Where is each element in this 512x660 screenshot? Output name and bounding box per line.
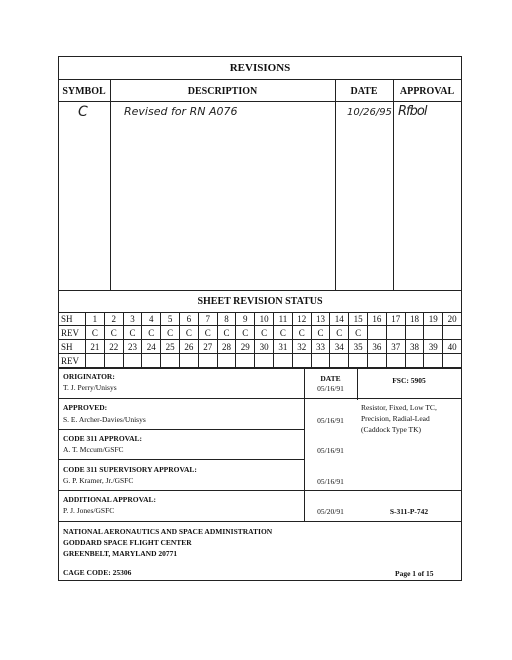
sheet-cell: C bbox=[124, 326, 143, 340]
sheet-cell: 11 bbox=[274, 312, 293, 326]
sheet-cell: 8 bbox=[218, 312, 237, 326]
sheet-cell bbox=[387, 326, 406, 340]
sheet-cell: C bbox=[105, 326, 124, 340]
sheet-cell bbox=[406, 326, 425, 340]
cage-code: CAGE CODE: 25306 bbox=[63, 568, 132, 577]
code311-supervisory-date: 05/16/91 bbox=[317, 477, 344, 486]
code311-label: CODE 311 APPROVAL: bbox=[63, 434, 143, 443]
sheet-cell bbox=[424, 326, 443, 340]
code311-name: A. T. Mccum/GSFC bbox=[63, 445, 124, 454]
sheet-cell bbox=[368, 326, 387, 340]
sheet-cell bbox=[443, 354, 462, 368]
sheet-cell: 19 bbox=[424, 312, 443, 326]
sheet-cell: 9 bbox=[236, 312, 255, 326]
sheet-cell: C bbox=[142, 326, 161, 340]
sheet-cell: C bbox=[218, 326, 237, 340]
revisions-title: REVISIONS bbox=[229, 62, 291, 74]
sheet-cell: 5 bbox=[161, 312, 180, 326]
approved-name: S. E. Archer-Davies/Unisys bbox=[63, 415, 146, 424]
additional-approval-date: 05/20/91 bbox=[317, 507, 344, 516]
sheet-cell bbox=[387, 354, 406, 368]
fsc-code: FSC: 5905 bbox=[392, 376, 426, 385]
sheet-cell: C bbox=[199, 326, 218, 340]
sheet-cell bbox=[199, 354, 218, 368]
originator-name: T. J. Perry/Unisys bbox=[63, 383, 117, 392]
approved-label: APPROVED: bbox=[63, 403, 108, 412]
sheet-cell bbox=[86, 354, 105, 368]
sheet-cell: 39 bbox=[424, 340, 443, 354]
sheet-cell: C bbox=[349, 326, 368, 340]
sheet-cell: 15 bbox=[349, 312, 368, 326]
date-column-header: DATE bbox=[320, 374, 341, 383]
document-number: S-311-P-742 bbox=[389, 507, 429, 516]
sheet-cell: 3 bbox=[124, 312, 143, 326]
code311-supervisory-name: G. P. Kramer, Jr./GSFC bbox=[63, 476, 134, 485]
sheet-cell: 35 bbox=[349, 340, 368, 354]
approval-header: APPROVAL bbox=[399, 86, 455, 97]
sheet-cell bbox=[105, 354, 124, 368]
sheet-cell: 1 bbox=[86, 312, 105, 326]
sheet-cell: 26 bbox=[180, 340, 199, 354]
sheet-cell: C bbox=[293, 326, 312, 340]
sheet-cell bbox=[274, 354, 293, 368]
sheet-cell: 23 bbox=[124, 340, 143, 354]
sheet-cell: 21 bbox=[86, 340, 105, 354]
sheet-cell bbox=[293, 354, 312, 368]
sheet-cell bbox=[406, 354, 425, 368]
sheet-cell: 14 bbox=[330, 312, 349, 326]
sheet-row-label: REV bbox=[58, 326, 86, 340]
sheet-cell bbox=[161, 354, 180, 368]
sheet-cell: 18 bbox=[406, 312, 425, 326]
org-nasa: NATIONAL AERONAUTICS AND SPACE ADMINISTRATION bbox=[63, 527, 273, 536]
sheet-cell: 13 bbox=[312, 312, 331, 326]
sheet-cell bbox=[368, 354, 387, 368]
org-address: GREENBELT, MARYLAND 20771 bbox=[63, 549, 178, 558]
sheet-cell bbox=[443, 326, 462, 340]
sheet-cell: C bbox=[86, 326, 105, 340]
sheet-cell: 6 bbox=[180, 312, 199, 326]
sheet-cell: 32 bbox=[293, 340, 312, 354]
sheet-cell: C bbox=[330, 326, 349, 340]
sheet-cell: 17 bbox=[387, 312, 406, 326]
sheet-cell: 12 bbox=[293, 312, 312, 326]
originator-label: ORIGINATOR: bbox=[63, 372, 115, 381]
sheet-cell bbox=[349, 354, 368, 368]
sheet-cell: 33 bbox=[312, 340, 331, 354]
originator-date: 05/16/91 bbox=[317, 384, 344, 393]
sheet-revision-table bbox=[58, 312, 462, 368]
revision-approval-signature: Rfbol bbox=[398, 104, 427, 119]
sheet-cell: 28 bbox=[218, 340, 237, 354]
sheet-cell: 4 bbox=[142, 312, 161, 326]
sheet-cell: C bbox=[180, 326, 199, 340]
sheet-cell: 34 bbox=[330, 340, 349, 354]
sheet-cell: 7 bbox=[199, 312, 218, 326]
revision-date: 10/26/95 bbox=[347, 107, 392, 118]
sheet-cell: 30 bbox=[255, 340, 274, 354]
code311-date: 05/16/91 bbox=[317, 446, 344, 455]
sheet-cell bbox=[312, 354, 331, 368]
sheet-cell bbox=[255, 354, 274, 368]
sheet-cell bbox=[218, 354, 237, 368]
code311-supervisory-label: CODE 311 SUPERVISORY APPROVAL: bbox=[63, 465, 197, 474]
sheet-cell: 31 bbox=[274, 340, 293, 354]
sheet-cell: 20 bbox=[443, 312, 462, 326]
sheet-cell: C bbox=[312, 326, 331, 340]
sheet-row-label: SH bbox=[58, 312, 86, 326]
date-header: DATE bbox=[350, 86, 378, 97]
page-number: Page 1 of 15 bbox=[395, 569, 434, 578]
sheet-cell bbox=[236, 354, 255, 368]
sheet-cell: 22 bbox=[105, 340, 124, 354]
sheet-cell: 27 bbox=[199, 340, 218, 354]
sheet-cell: 2 bbox=[105, 312, 124, 326]
sheet-cell bbox=[180, 354, 199, 368]
sheet-cell: 29 bbox=[236, 340, 255, 354]
part-description: Resistor, Fixed, Low TC, Precision, Radial-Lead (Caddock Type TK) bbox=[361, 403, 437, 434]
sheet-cell: 16 bbox=[368, 312, 387, 326]
description-header: DESCRIPTION bbox=[187, 86, 258, 97]
org-goddard: GODDARD SPACE FLIGHT CENTER bbox=[63, 538, 192, 547]
sheet-cell: 38 bbox=[406, 340, 425, 354]
sheet-cell: C bbox=[236, 326, 255, 340]
sheet-cell bbox=[142, 354, 161, 368]
sheet-cell: 24 bbox=[142, 340, 161, 354]
revision-symbol: C bbox=[78, 104, 88, 120]
additional-approval-label: ADDITIONAL APPROVAL: bbox=[63, 495, 156, 504]
sheet-cell: 36 bbox=[368, 340, 387, 354]
sheet-cell: 37 bbox=[387, 340, 406, 354]
sheet-status-title: SHEET REVISION STATUS bbox=[197, 296, 323, 307]
sheet-cell bbox=[124, 354, 143, 368]
sheet-row-label: SH bbox=[58, 340, 86, 354]
sheet-cell bbox=[330, 354, 349, 368]
sheet-cell: C bbox=[161, 326, 180, 340]
additional-approval-name: P. J. Jones/GSFC bbox=[63, 506, 115, 515]
sheet-row-label: REV bbox=[58, 354, 86, 368]
revision-description: Revised for RN A076 bbox=[124, 105, 238, 118]
sheet-cell: C bbox=[255, 326, 274, 340]
symbol-header: SYMBOL bbox=[62, 86, 106, 97]
sheet-cell: 25 bbox=[161, 340, 180, 354]
sheet-cell: 10 bbox=[255, 312, 274, 326]
sheet-cell: C bbox=[274, 326, 293, 340]
sheet-cell bbox=[424, 354, 443, 368]
approved-date: 05/16/91 bbox=[317, 416, 344, 425]
sheet-cell: 40 bbox=[443, 340, 462, 354]
